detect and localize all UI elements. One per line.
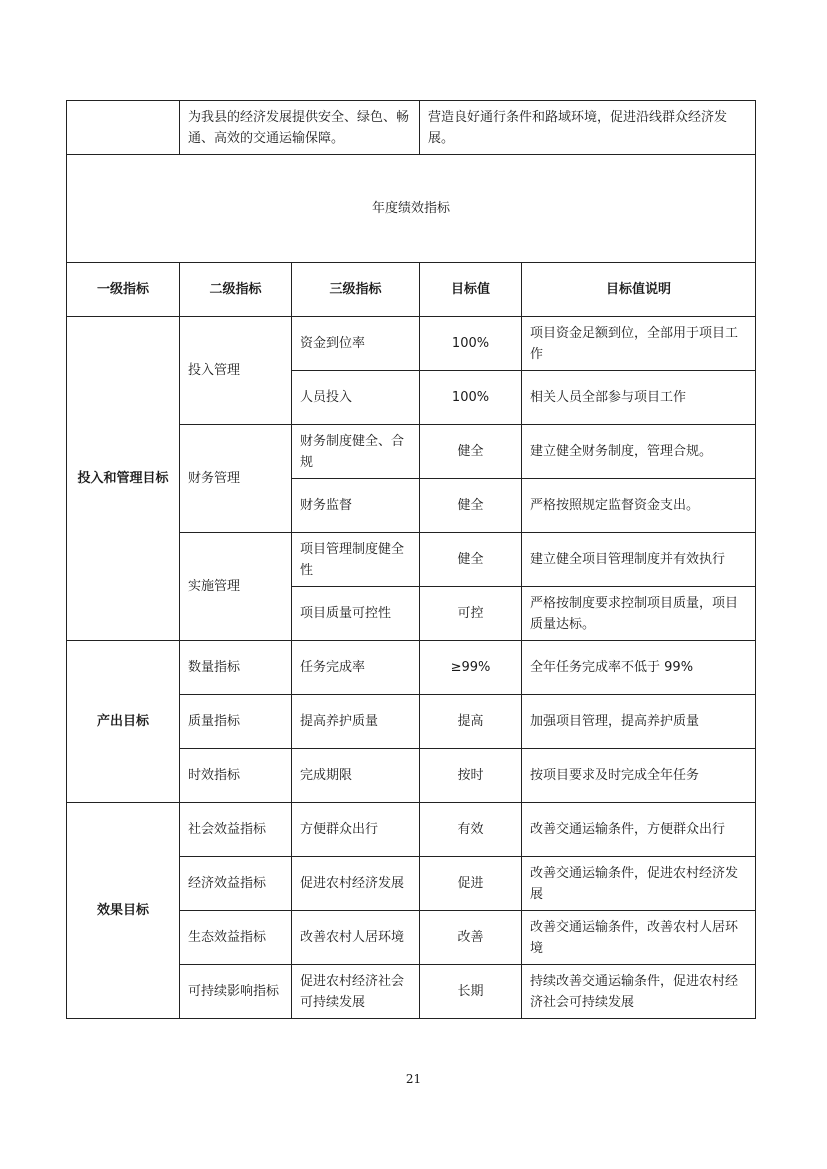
level3-indicator: 提高养护质量 bbox=[292, 695, 420, 749]
level2-indicator: 投入管理 bbox=[180, 317, 292, 425]
section-title-row bbox=[67, 155, 756, 263]
level3-indicator: 完成期限 bbox=[292, 749, 420, 803]
level2-indicator: 经济效益指标 bbox=[180, 857, 292, 911]
target-value: ≥99% bbox=[420, 641, 522, 695]
level3-indicator: 任务完成率 bbox=[292, 641, 420, 695]
header-target-desc: 目标值说明 bbox=[522, 263, 756, 317]
goal-continuation-row bbox=[67, 101, 756, 155]
target-description: 严格按照规定监督资金支出。 bbox=[522, 479, 756, 533]
goal-description-cell: 为我县的经济发展提供安全、绿色、畅通、高效的交通运输保障。 bbox=[180, 101, 420, 155]
target-value: 健全 bbox=[420, 479, 522, 533]
level1-indicator: 效果目标 bbox=[67, 803, 180, 1019]
target-description: 改善交通运输条件，方便群众出行 bbox=[522, 803, 756, 857]
goal-effect-cell: 营造良好通行条件和路域环境，促进沿线群众经济发展。 bbox=[420, 101, 756, 155]
target-value: 长期 bbox=[420, 965, 522, 1019]
level2-indicator: 时效指标 bbox=[180, 749, 292, 803]
indicator-row bbox=[67, 641, 756, 695]
level1-indicator: 投入和管理目标 bbox=[67, 317, 180, 641]
target-description: 严格按制度要求控制项目质量，项目质量达标。 bbox=[522, 587, 756, 641]
header-level3: 三级指标 bbox=[292, 263, 420, 317]
target-value: 按时 bbox=[420, 749, 522, 803]
target-description: 改善交通运输条件，改善农村人居环境 bbox=[522, 911, 756, 965]
target-value: 有效 bbox=[420, 803, 522, 857]
level3-indicator: 财务监督 bbox=[292, 479, 420, 533]
level3-indicator: 促进农村经济社会可持续发展 bbox=[292, 965, 420, 1019]
level3-indicator: 财务制度健全、合规 bbox=[292, 425, 420, 479]
page-number: 21 bbox=[405, 1072, 422, 1086]
target-description: 建立健全财务制度，管理合规。 bbox=[522, 425, 756, 479]
target-description: 改善交通运输条件，促进农村经济发展 bbox=[522, 857, 756, 911]
level2-indicator: 社会效益指标 bbox=[180, 803, 292, 857]
level3-indicator: 项目质量可控性 bbox=[292, 587, 420, 641]
level2-indicator: 可持续影响指标 bbox=[180, 965, 292, 1019]
empty-cell bbox=[67, 101, 180, 155]
level2-indicator: 实施管理 bbox=[180, 533, 292, 641]
target-value: 提高 bbox=[420, 695, 522, 749]
header-target: 目标值 bbox=[420, 263, 522, 317]
target-description: 建立健全项目管理制度并有效执行 bbox=[522, 533, 756, 587]
target-value: 健全 bbox=[420, 425, 522, 479]
level3-indicator: 促进农村经济发展 bbox=[292, 857, 420, 911]
section-title: 年度绩效指标 bbox=[67, 155, 756, 263]
level2-indicator: 数量指标 bbox=[180, 641, 292, 695]
indicator-row bbox=[67, 317, 756, 371]
level3-indicator: 改善农村人居环境 bbox=[292, 911, 420, 965]
target-description: 加强项目管理，提高养护质量 bbox=[522, 695, 756, 749]
target-value: 改善 bbox=[420, 911, 522, 965]
level3-indicator: 项目管理制度健全性 bbox=[292, 533, 420, 587]
target-value: 100% bbox=[420, 317, 522, 371]
target-value: 健全 bbox=[420, 533, 522, 587]
level2-indicator: 生态效益指标 bbox=[180, 911, 292, 965]
target-value: 促进 bbox=[420, 857, 522, 911]
target-description: 按项目要求及时完成全年任务 bbox=[522, 749, 756, 803]
header-row bbox=[67, 263, 756, 317]
level2-indicator: 财务管理 bbox=[180, 425, 292, 533]
level3-indicator: 人员投入 bbox=[292, 371, 420, 425]
level1-indicator: 产出目标 bbox=[67, 641, 180, 803]
target-description: 全年任务完成率不低于 99% bbox=[522, 641, 756, 695]
indicator-row bbox=[67, 803, 756, 857]
level2-indicator: 质量指标 bbox=[180, 695, 292, 749]
level3-indicator: 资金到位率 bbox=[292, 317, 420, 371]
target-description: 持续改善交通运输条件，促进农村经济社会可持续发展 bbox=[522, 965, 756, 1019]
header-level1: 一级指标 bbox=[67, 263, 180, 317]
performance-table bbox=[66, 100, 756, 1019]
target-description: 项目资金足额到位，全部用于项目工作 bbox=[522, 317, 756, 371]
header-level2: 二级指标 bbox=[180, 263, 292, 317]
target-description: 相关人员全部参与项目工作 bbox=[522, 371, 756, 425]
target-value: 可控 bbox=[420, 587, 522, 641]
level3-indicator: 方便群众出行 bbox=[292, 803, 420, 857]
target-value: 100% bbox=[420, 371, 522, 425]
